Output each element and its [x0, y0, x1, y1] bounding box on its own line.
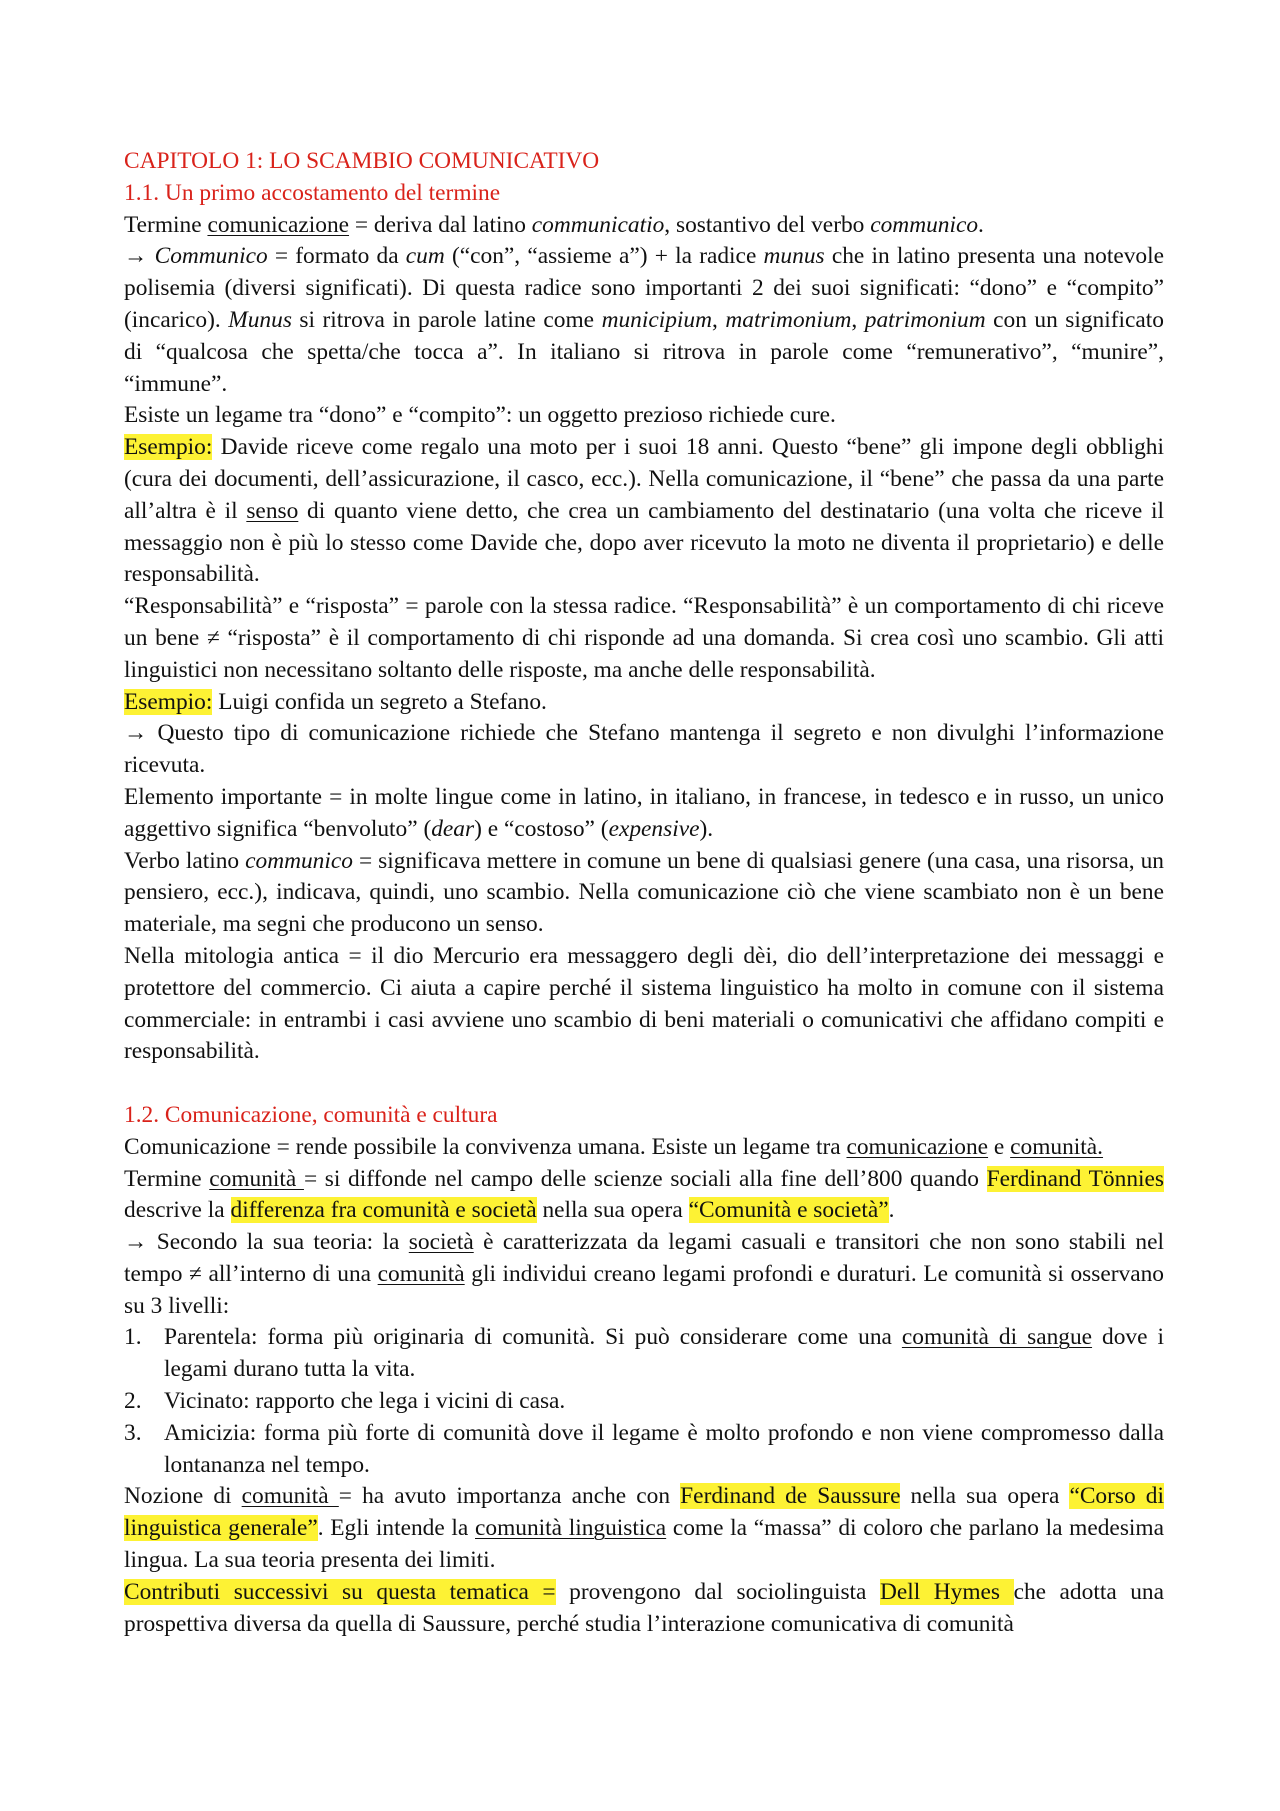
levels-list: [124, 1322, 1164, 1481]
example-paragraph: Esempio: Davide riceve come regalo una moto per i suoi 18 anni. Questo “bene” gli impone degli obblighi (cura dei documenti, dell’assicurazione, il casco, ecc.). Nella comunicazione, il “bene” che passa da una parte all’altra è il senso di quanto viene detto, che crea un cambiamento del destinatario (una volta che riceve il messaggio non è più lo stesso come Davide che, dopo aver ricevuto la moto ne diventa il proprietario) e delle responsabilità.: [124, 434, 1164, 588]
paragraph: Nella mitologia antica = il dio Mercurio era messaggero degli dèi, dio dell’interpretazione dei messaggi e protettore del commercio. Ci aiuta a capire perché il sistema linguistico ha molto in comune con il sistema commerciale: in entrambi i casi avviene uno scambio di beni materiali o comunicativi che affidano compiti e responsabilità.: [124, 942, 1164, 1065]
paragraph: “Responsabilità” e “risposta” = parole con la stessa radice. “Responsabilità” è un comportamento di chi riceve un bene ≠ “risposta” è il comportamento di chi risponde ad una domanda. Si crea così uno scambio. Gli atti linguistici non necessitano soltanto delle risposte, ma anche delle responsabilità.: [124, 593, 1164, 683]
highlight: “Corso di linguistica generale”: [124, 1483, 1164, 1542]
section-heading: 1.1. Un primo accostamento del termine: [124, 179, 501, 206]
paragraph: Esiste un legame tra “dono” e “compito”: un oggetto prezioso richiede cure.: [124, 402, 836, 429]
highlight: differenza fra comunità e società: [230, 1197, 537, 1224]
paragraph: Termine comunicazione = deriva dal latino communicatio, sostantivo del verbo communico.: [124, 211, 984, 238]
highlight: Dell Hymes: [879, 1578, 1014, 1605]
section-heading: 1.2. Comunicazione, comunità e cultura: [124, 1101, 498, 1128]
paragraph: Contributi successivi su questa tematica = provengono dal sociolinguista Dell Hymes che adotta una prospettiva diversa da quella di Saussure, perché studia l’interazione comunicativa di comunità: [124, 1578, 1164, 1637]
chapter-title: CAPITOLO 1: LO SCAMBIO COMUNICATIVO: [124, 148, 600, 174]
example-label: Esempio:: [124, 434, 213, 461]
example-label: Esempio:: [124, 688, 213, 715]
paragraph: → Communico = formato da cum (“con”, “assieme a”) + la radice munus che in latino presenta una notevole polisemia (diversi significati). Di questa radice sono importanti 2 dei suoi significati: “dono” e “compito” (incarico). Munus si ritrova in parole latine come municipium, matrimonium, patrimonium con un significato di “qualcosa che spetta/che tocca a”. In italiano si ritrova in parole come “remunerativo”, “munire”, “immune”.: [124, 243, 1164, 397]
example-paragraph: Esempio: Luigi confida un segreto a Stefano.: [124, 688, 547, 715]
highlight: Contributi successivi su questa tematica =: [124, 1578, 556, 1605]
paragraph: Comunicazione = rende possibile la convivenza umana. Esiste un legame tra comunicazione e comunità.: [124, 1133, 1104, 1160]
paragraph: Elemento importante = in molte lingue come in latino, in italiano, in francese, in tedesco e in russo, un unico aggettivo significa “benvoluto” (dear) e “costoso” (expensive).: [124, 783, 1164, 842]
paragraph: → Questo tipo di comunicazione richiede che Stefano mantenga il segreto e non divulghi l’informazione ricevuta.: [124, 720, 1164, 779]
list-item: 3. Amicizia: forma più forte di comunità dove il legame è molto profondo e non viene compromesso dalla lontananza nel tempo.: [124, 1419, 1164, 1478]
document-page: [124, 146, 1164, 1640]
spacer: [124, 1068, 1164, 1100]
paragraph: Nozione di comunità = ha avuto importanza anche con Ferdinand de Saussure nella sua opera “Corso di linguistica generale”. Egli intende la comunità linguistica come la “massa” di coloro che parlano la medesima lingua. La sua teoria presenta dei limiti.: [124, 1483, 1164, 1574]
highlight: Ferdinand de Saussure: [680, 1483, 901, 1510]
highlight: Ferdinand Tönnies: [986, 1165, 1165, 1192]
paragraph: Termine comunità = si diffonde nel campo delle scienze sociali alla fine dell’800 quando Ferdinand Tönnies descrive la differenza fra comunità e società nella sua opera “Comunità e società”.: [124, 1165, 1165, 1224]
paragraph: → Secondo la sua teoria: la società è caratterizzata da legami casuali e transitori che non sono stabili nel tempo ≠ all’interno di una comunità gli individui creano legami profondi e duraturi. Le comunità si osservano su 3 livelli:: [124, 1229, 1165, 1319]
list-item: 1. Parentela: forma più originaria di comunità. Si può considerare come una comunità di sangue dove i legami durano tutta la vita.: [124, 1324, 1164, 1383]
highlight: “Comunità e società”: [688, 1197, 889, 1224]
paragraph: Verbo latino communico = significava mettere in comune un bene di qualsiasi genere (una casa, una risorsa, un pensiero, ecc.), indicava, quindi, uno scambio. Nella comunicazione ciò che viene scambiato non è un bene materiale, ma segni che producono un senso.: [124, 847, 1164, 938]
list-item: 2. Vicinato: rapporto che lega i vicini di casa.: [124, 1388, 566, 1415]
